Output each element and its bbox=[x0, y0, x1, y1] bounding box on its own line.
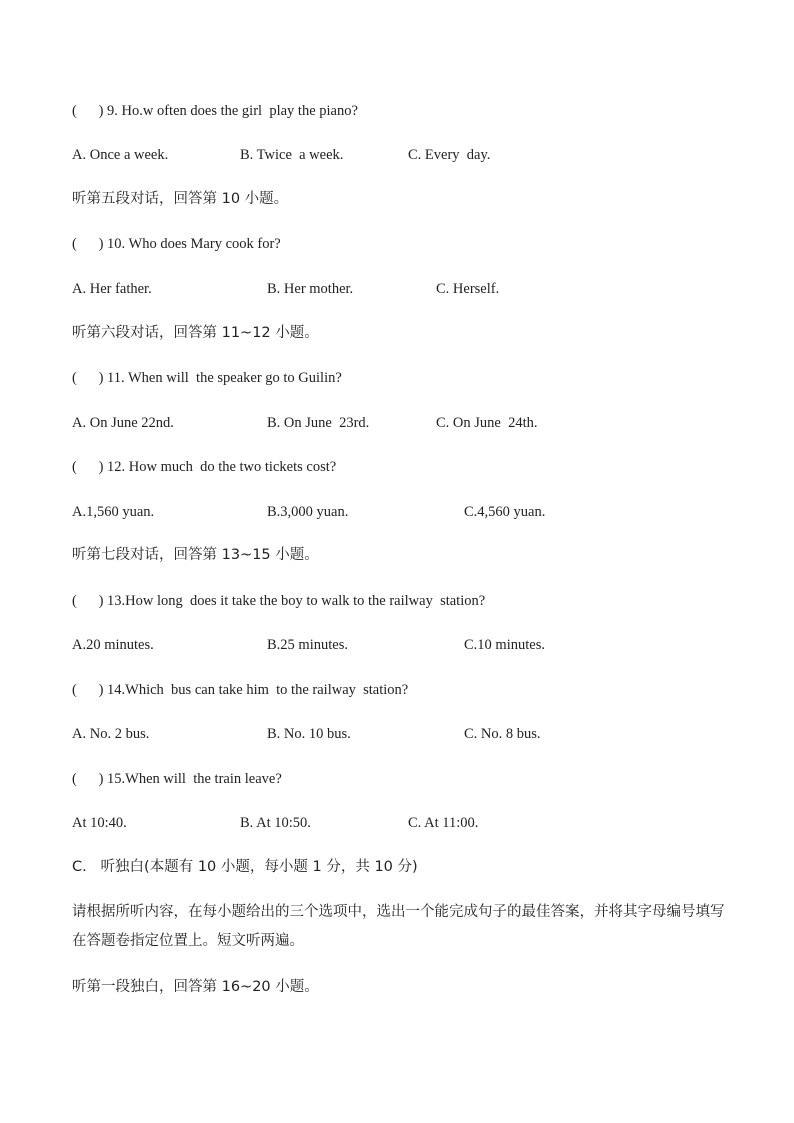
question-14-option-c: C. No. 8 bus. bbox=[464, 726, 541, 742]
question-10-stem: ( ) 10. Who does Mary cook for? bbox=[72, 236, 281, 252]
question-15-stem: ( ) 15.When will the train leave? bbox=[72, 771, 282, 787]
question-14-option-b: B. No. 10 bus. bbox=[267, 726, 351, 742]
question-10-option-c: C. Herself. bbox=[436, 281, 500, 297]
question-11-stem: ( ) 11. When will the speaker go to Guilin? bbox=[72, 370, 342, 386]
question-15-option-b: B. At 10:50. bbox=[240, 815, 311, 831]
question-12-option-b: B.3,000 yuan. bbox=[267, 504, 349, 520]
question-10-option-b: B. Her mother. bbox=[267, 281, 354, 297]
question-11-option-a: A. On June 22nd. bbox=[72, 415, 174, 431]
question-11-option-b: B. On June 23rd. bbox=[267, 415, 370, 431]
question-14-option-a: A. No. 2 bus. bbox=[72, 726, 150, 742]
question-12-stem: ( ) 12. How much do the two tickets cost? bbox=[72, 459, 337, 475]
section-6-heading: 听第六段对话，回答第 11~12 小题。 bbox=[72, 325, 319, 341]
question-9-option-c: C. Every day. bbox=[408, 147, 491, 163]
question-12-option-c: C.4,560 yuan. bbox=[464, 504, 546, 520]
part-c-heading: C. 听独白(本题有 10 小题，每小题 1 分，共 10 分) bbox=[72, 859, 418, 875]
question-13-stem: ( ) 13.How long does it take the boy to walk to the railway station? bbox=[72, 593, 486, 609]
question-14-stem: ( ) 14.Which bus can take him to the railway station? bbox=[72, 682, 409, 698]
question-15-option-a: At 10:40. bbox=[72, 815, 127, 831]
question-9-option-a: A. Once a week. bbox=[72, 147, 169, 163]
question-13-option-c: C.10 minutes. bbox=[464, 637, 545, 653]
question-9-stem: ( ) 9. Ho.w often does the girl play the piano? bbox=[72, 103, 358, 119]
question-12-option-a: A.1,560 yuan. bbox=[72, 504, 155, 520]
instructions-paragraph: 请根据所听内容，在每小题给出的三个选项中，选出一个能完成句子的最佳答案，并将其字母编号填写在答题卷指定位置上。短文听两遍。 bbox=[72, 904, 725, 949]
section-5-heading: 听第五段对话，回答第 10 小题。 bbox=[72, 191, 289, 207]
question-9-option-b: B. Twice a week. bbox=[240, 147, 344, 163]
question-13-option-b: B.25 minutes. bbox=[267, 637, 348, 653]
question-13-option-a: A.20 minutes. bbox=[72, 637, 154, 653]
question-11-option-c: C. On June 24th. bbox=[436, 415, 538, 431]
monologue-1-heading: 听第一段独白，回答第 16~20 小题。 bbox=[72, 979, 319, 995]
question-15-option-c: C. At 11:00. bbox=[408, 815, 479, 831]
section-7-heading: 听第七段对话，回答第 13~15 小题。 bbox=[72, 547, 319, 563]
question-10-option-a: A. Her father. bbox=[72, 281, 152, 297]
